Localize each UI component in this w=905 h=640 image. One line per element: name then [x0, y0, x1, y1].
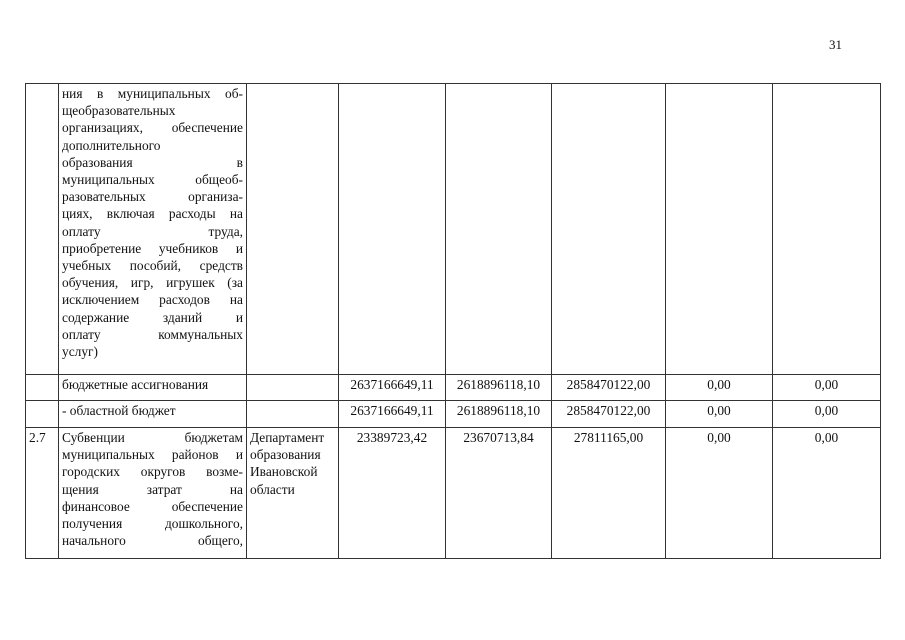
- row-description-cell: [59, 428, 247, 559]
- description-line: щения затрат на: [62, 481, 243, 497]
- row-value-cell: 0,00: [666, 375, 773, 401]
- row-value-cell: [446, 84, 552, 375]
- row-value-cell: 2858470122,00: [552, 375, 666, 401]
- row-value-cell: 23670713,84: [446, 428, 552, 559]
- department-line: Ивановской: [250, 464, 318, 480]
- description-line: муниципальных общеоб-: [62, 172, 243, 188]
- row-code-cell: 2.7: [26, 428, 59, 559]
- row-department-cell: [247, 375, 339, 401]
- row-value-cell: 23389723,42: [339, 428, 446, 559]
- description-line: Субвенции бюджетам: [62, 430, 243, 445]
- description-line: щеобразовательных: [62, 103, 176, 119]
- row-value-cell: 2637166649,11: [339, 401, 446, 428]
- description-line: получения дошкольного,: [62, 516, 243, 532]
- description-line: образования в: [62, 154, 243, 170]
- description-line: - областной бюджет: [62, 403, 176, 418]
- row-value-cell: [552, 84, 666, 375]
- row-value-cell: 2618896118,10: [446, 375, 552, 401]
- description-line: организациях, обеспечение: [62, 120, 243, 136]
- department-line: области: [250, 481, 295, 497]
- row-value-cell: 2637166649,11: [339, 375, 446, 401]
- department-line: Департамент: [250, 430, 325, 445]
- description-line: оплату труда,: [62, 223, 243, 239]
- row-value-cell: 0,00: [773, 401, 881, 428]
- description-line: ния в муниципальных об-: [62, 86, 243, 101]
- row-value-cell: 27811165,00: [552, 428, 666, 559]
- description-line: услуг): [62, 344, 98, 360]
- description-line: финансовое обеспечение: [62, 498, 243, 514]
- description-line: обучения, игр, игрушек (за: [62, 275, 243, 291]
- department-line: образования: [250, 447, 321, 463]
- description-line: бюджетные ассигнования: [62, 377, 209, 392]
- row-value-cell: [339, 84, 446, 375]
- row-department-cell: [247, 84, 339, 375]
- row-value-cell: 2858470122,00: [552, 401, 666, 428]
- row-department-cell: [247, 428, 339, 559]
- budget-table: [25, 83, 881, 559]
- row-description-cell: [59, 401, 247, 428]
- row-description-cell: [59, 84, 247, 375]
- row-value-cell: 0,00: [773, 428, 881, 559]
- description-line: начального общего,: [62, 533, 243, 549]
- row-value-cell: 0,00: [773, 375, 881, 401]
- description-line: дополнительного: [62, 137, 161, 153]
- row-value-cell: 0,00: [666, 428, 773, 559]
- description-line: циях, включая расходы на: [62, 206, 243, 222]
- row-code-cell: [26, 84, 59, 375]
- description-line: муниципальных районов и: [62, 447, 243, 463]
- description-line: приобретение учебников и: [62, 240, 243, 256]
- description-line: городских округов возме-: [62, 464, 243, 480]
- row-description-cell: [59, 375, 247, 401]
- table-row: [26, 84, 881, 375]
- description-line: разовательных организа-: [62, 189, 243, 205]
- row-code-cell: [26, 401, 59, 428]
- row-value-cell: [773, 84, 881, 375]
- description-line: оплату коммунальных: [62, 326, 243, 342]
- description-line: содержание зданий и: [62, 309, 243, 325]
- table-row: [26, 428, 881, 559]
- row-code-cell: [26, 375, 59, 401]
- row-department-cell: [247, 401, 339, 428]
- table-row: [26, 375, 881, 401]
- row-value-cell: 0,00: [666, 401, 773, 428]
- description-line: учебных пособий, средств: [62, 258, 243, 274]
- page-number: 31: [829, 37, 842, 52]
- description-line: исключением расходов на: [62, 292, 243, 308]
- table-body: [26, 84, 881, 559]
- row-value-cell: [666, 84, 773, 375]
- row-value-cell: 2618896118,10: [446, 401, 552, 428]
- table-row: [26, 401, 881, 428]
